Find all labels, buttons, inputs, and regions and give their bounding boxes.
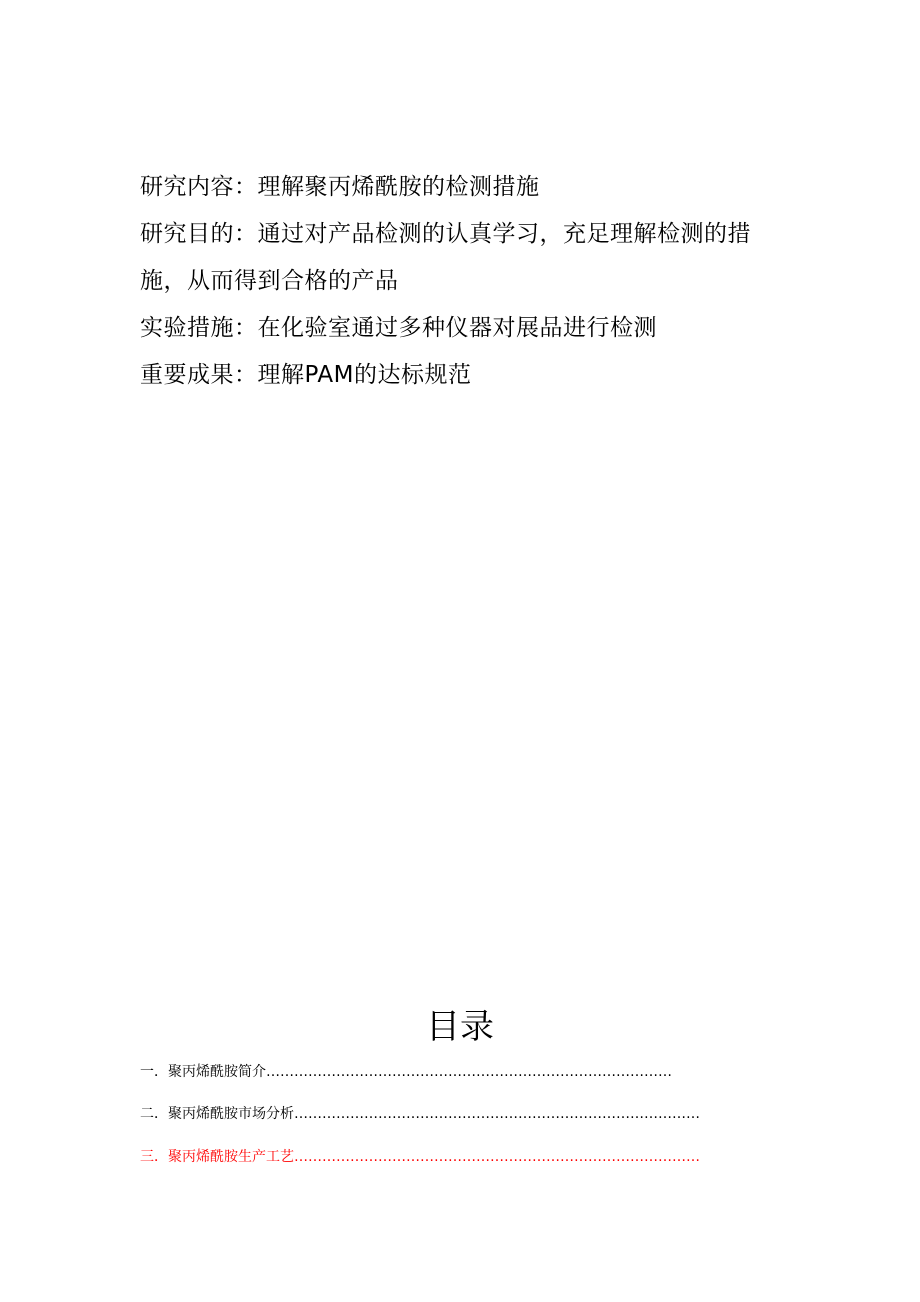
experiment-method-line: 实验措施：在化验室通过多种仪器对展品进行检测 (140, 315, 657, 341)
toc-leader-dots: …………………………………………………………………………… (266, 1064, 672, 1080)
toc-entry-production-process[interactable] (140, 1147, 740, 1167)
toc-entry-market-analysis[interactable] (140, 1104, 740, 1124)
toc-leader-dots: …………………………………………………………………………… (294, 1106, 700, 1122)
toc-leader-dots: …………………………………………………………………………… (294, 1149, 700, 1165)
key-results-line: 重要成果：理解PAM的达标规范 (140, 362, 472, 388)
toc-entry-label: 二．聚丙烯酰胺市场分析 (140, 1106, 294, 1122)
toc-entry-label: 三．聚丙烯酰胺生产工艺 (140, 1149, 294, 1165)
research-content-line: 研究内容：理解聚丙烯酰胺的检测措施 (140, 174, 540, 200)
toc-title: 目录 (426, 1007, 494, 1047)
toc-entry-label: 一．聚丙烯酰胺简介 (140, 1064, 266, 1080)
toc-entry-intro[interactable] (140, 1062, 710, 1082)
research-purpose-line: 研究目的：通过对产品检测的认真学习，充足理解检测的措施，从而得到合格的产品 (140, 221, 751, 294)
research-summary (140, 164, 790, 399)
